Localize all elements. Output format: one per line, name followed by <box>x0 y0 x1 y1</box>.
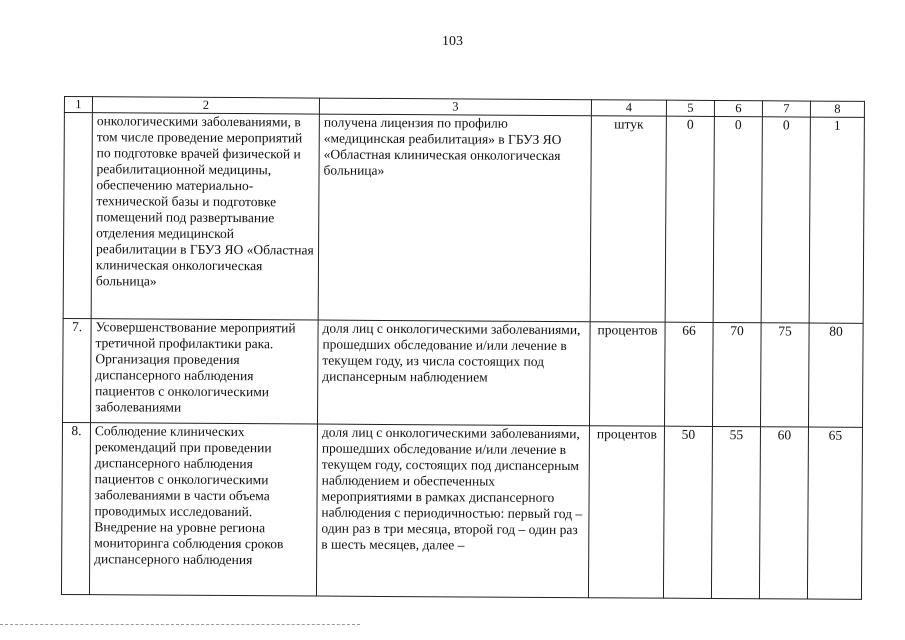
column-header: 5 <box>666 100 714 116</box>
row-number: 8. <box>61 422 90 594</box>
value-cell: 55 <box>711 426 760 598</box>
unit-cell: процентов <box>588 426 664 598</box>
row-number <box>63 113 92 319</box>
value-cell: 1 <box>809 117 864 323</box>
column-header: 4 <box>591 100 666 116</box>
indicator-cell: получена лицензия по профилю «медицинская реабилитация» в ГБУЗ ЯО «Областная клиническая онкологическая больница» <box>318 114 591 322</box>
value-cell: 66 <box>664 322 713 426</box>
table-row <box>63 113 864 324</box>
activity-cell: онкологическими заболеваниями, в том числе проведение мероприятий по подготовке врачей физической и реабилитационной медицины, обеспечению материально-технической базы и подготовке помещений под развертывание отделения медицинской реабилитации в ГБУЗ ЯО «Областная клиническая онкологическая больница» <box>91 113 319 320</box>
activity-cell: Соблюдение клинических рекомендаций при проведении диспансерного наблюдения пациентов с онкологическими заболеваниями в части объема проводимых исследований. Внедрение на уровне региона мониторинга соблюдения сроков диспансерного наблюдения <box>89 423 317 596</box>
indicator-cell: доля лиц с онкологическими заболеваниями, прошедших обследование и/или лечение в текущем году, состоящих под диспансерным наблюдением и обеспеченных мероприятиями в рамках диспансерного наблюдения с периодичностью: первый год – один раз в три месяца, второй год – один раз в шесть месяцев, далее – <box>316 424 589 598</box>
value-cell: 75 <box>760 323 809 427</box>
column-header: 6 <box>714 100 762 116</box>
value-cell: 0 <box>713 116 762 322</box>
column-header: 7 <box>762 101 810 117</box>
value-cell: 50 <box>663 426 712 598</box>
indicator-cell: доля лиц с онкологическими заболеваниями, прошедших обследование и/или лечение в текущем году, из числа состоящих под диспансерным наблюдением <box>318 320 591 426</box>
column-header: 1 <box>64 97 92 113</box>
table-row <box>61 422 862 599</box>
row-number: 7. <box>63 318 92 422</box>
footer-rule <box>0 624 360 625</box>
value-cell: 0 <box>665 116 714 322</box>
page-number: 103 <box>442 34 463 49</box>
column-header: 8 <box>810 101 864 117</box>
value-cell: 80 <box>808 323 863 427</box>
column-header: 3 <box>319 98 591 116</box>
indicators-table <box>61 96 865 600</box>
column-header: 2 <box>92 97 319 114</box>
value-cell: 60 <box>759 427 808 599</box>
value-cell: 65 <box>807 427 862 599</box>
value-cell: 0 <box>761 117 810 323</box>
unit-cell: штук <box>590 116 666 322</box>
activity-cell: Усовершенствование мероприятий третичной профилактики рака. Организация проведения диспансерного наблюдения пациентов с онкологическими заболеваниями <box>91 319 319 424</box>
unit-cell: процентов <box>589 322 665 426</box>
value-cell: 70 <box>712 322 761 426</box>
table-row <box>63 318 864 427</box>
